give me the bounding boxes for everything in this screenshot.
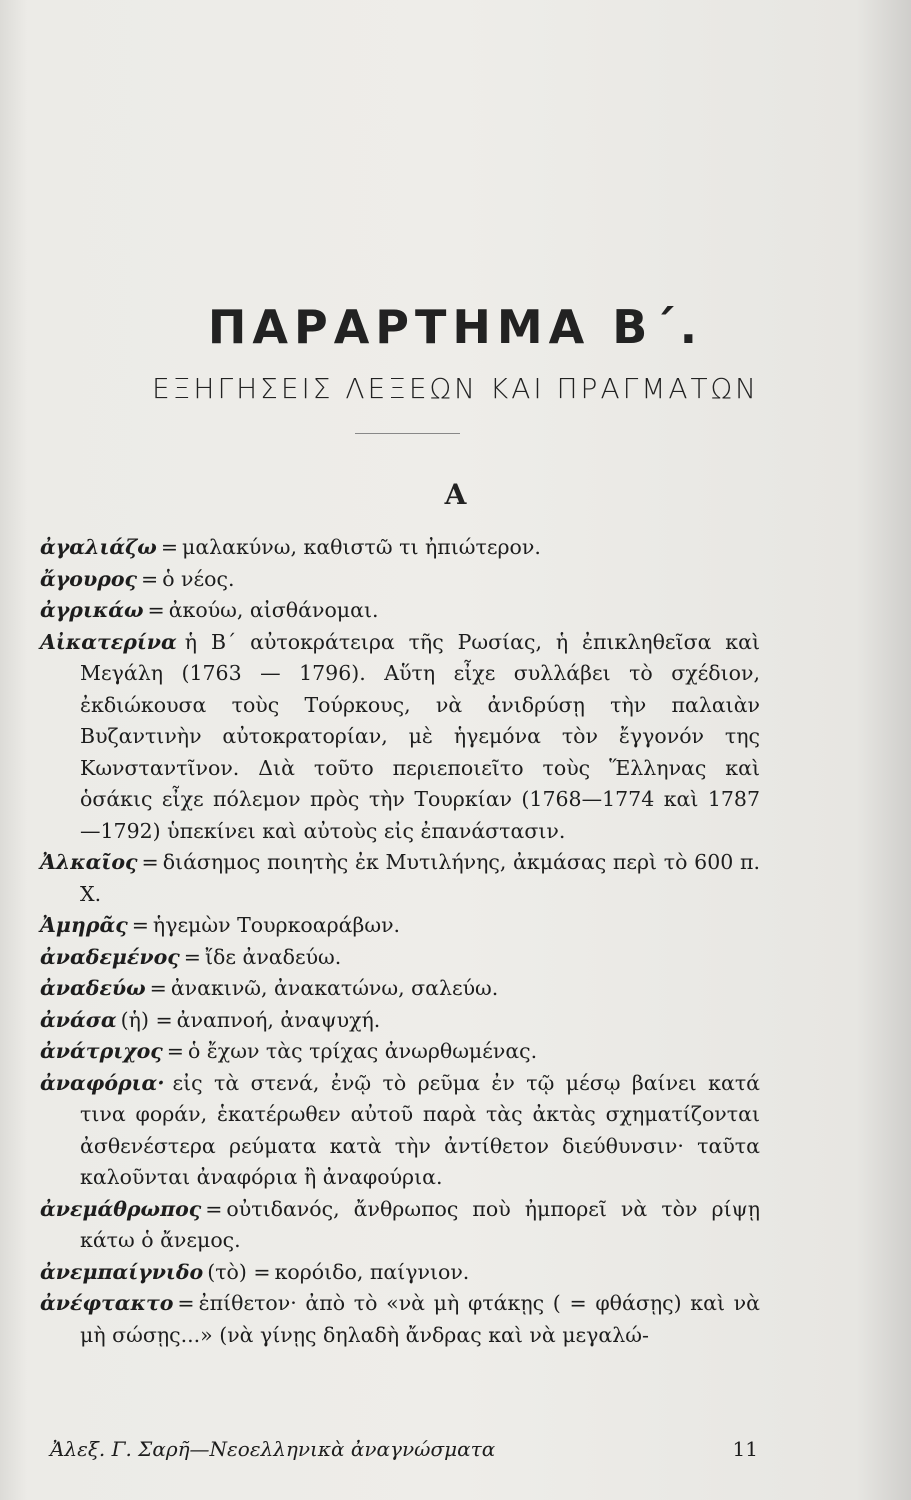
glossary-entry xyxy=(40,564,760,596)
entry-term: ἀνεμπαίγνιδο xyxy=(40,1259,204,1284)
section-subtitle: ΕΞΗΓΗΣΕΙΣ ΛΕΞΕΩΝ ΚΑΙ ΠΡΑΓΜΑΤΩΝ xyxy=(152,372,759,405)
entry-definition: ἀνακινῶ, ἀνακατώνω, σαλεύω. xyxy=(170,976,499,1000)
entry-term: ἀνεμάθρωπος xyxy=(40,1196,202,1221)
entry-separator: = xyxy=(141,566,159,591)
glossary-entry xyxy=(40,595,760,627)
entry-separator: = xyxy=(205,1196,223,1221)
entry-definition: ἴδε ἀναδεύω. xyxy=(204,944,342,969)
glossary-entry xyxy=(40,973,760,1005)
entry-separator: = xyxy=(183,944,201,969)
entry-term: ἀναδεμένος xyxy=(40,944,180,969)
entry-definition: ὁ νέος. xyxy=(162,566,235,591)
entry-term: Ἀλκαῖος xyxy=(40,850,138,874)
entry-definition: ἀκούω, αἰσθάνομαι. xyxy=(168,598,379,622)
glossary-entry xyxy=(40,910,760,942)
page-footer xyxy=(50,1437,770,1461)
glossary-entry xyxy=(40,1257,760,1289)
glossary-list xyxy=(40,532,760,1351)
entry-term: ἀνάτριχος xyxy=(40,1039,163,1063)
entry-separator: = xyxy=(177,1291,195,1315)
entry-definition: ἡγεμὼν Τουρκοαράβων. xyxy=(152,913,401,937)
entry-separator: = xyxy=(149,976,167,1000)
glossary-entry xyxy=(40,1005,760,1037)
entry-definition: ἡ Β΄ αὐτοκράτειρα τῆς Ρωσίας, ἡ ἐπικληθεῖσα καὶ Μεγάλη (1763 — 1796). Αὕτη εἶχε συλλάβει τὸ σχέδιον, ἐκδιώκουσα τοὺς Τούρκους, νὰ ἀνιδρύσῃ τὴν παλαιὰν Βυζαντινὴν αὐτοκρατορίαν, μὲ ἡγεμόνα τὸν ἔγγονόν της Κωνσταντῖνον. Διὰ τοῦτο περιεποιεῖτο τοὺς Ἕλληνας καὶ ὁσάκις εἶχε πόλεμον πρὸς τὴν Τουρκίαν (1768—1774 καὶ 1787 —1792) ὑπεκίνει καὶ αὐτοὺς εἰς ἐπανάστασιν. xyxy=(80,629,760,843)
entry-separator: = xyxy=(131,913,149,937)
entry-separator: (ἡ) = xyxy=(120,1007,173,1032)
title-divider xyxy=(355,433,460,434)
glossary-entry xyxy=(40,1288,760,1351)
entry-term: ἀναφόρια· xyxy=(40,1070,165,1095)
entry-definition: οὐτιδανός, ἄνθρωπος ποὺ ἠμπορεῖ νὰ τὸν ρίψῃ κάτω ὁ ἄνεμος. xyxy=(80,1196,760,1252)
appendix-title: ΠΑΡΑΡΤΗΜΑ Β΄. xyxy=(207,300,704,354)
entry-definition: ὁ ἔχων τὰς τρίχας ἀνωρθωμένας. xyxy=(187,1039,538,1063)
entry-term: Ἀμηρᾶς xyxy=(40,913,128,937)
glossary-entry xyxy=(40,1068,760,1194)
glossary-entry xyxy=(40,1194,760,1257)
entry-definition: ἐπίθετον· ἀπὸ τὸ «νὰ μὴ φτάκῃς ( = φθάσῃς) καὶ νὰ μὴ σώσῃς...» (νὰ γίνῃς δηλαδὴ ἄνδρας καὶ νὰ μεγαλώ- xyxy=(80,1291,760,1347)
entry-term: ἀναδεύω xyxy=(40,976,146,1000)
glossary-entry xyxy=(40,627,760,848)
entry-definition: διάσημος ποιητὴς ἐκ Μυτιλήνης, ἀκμάσας περὶ τὸ 600 π. Χ. xyxy=(80,850,760,906)
entry-separator: = xyxy=(160,535,179,559)
entry-term: Αἰκατερίνα xyxy=(40,629,177,654)
entry-definition: κορόιδο, παίγνιον. xyxy=(274,1259,470,1284)
glossary-entry xyxy=(40,847,760,910)
page-number: 11 xyxy=(732,1437,758,1461)
entry-separator: = xyxy=(147,598,165,622)
glossary-entry xyxy=(40,532,760,564)
entry-term: ἀγαλιάζω xyxy=(40,535,157,559)
entry-definition: μαλακύνω, καθιστῶ τι ἠπιώτερον. xyxy=(182,535,541,559)
entry-separator: = xyxy=(141,850,159,874)
entry-separator: = xyxy=(166,1039,184,1063)
entry-term: ἀνέφτακτο xyxy=(40,1291,174,1315)
glossary-entry xyxy=(40,1036,760,1068)
footer-source: Ἀλεξ. Γ. Σαρῆ—Νεοελληνικὰ ἀναγνώσματα xyxy=(50,1437,496,1461)
entry-term: ἀνάσα xyxy=(40,1007,117,1032)
entry-definition: εἰς τὰ στενά, ἐνῷ τὸ ρεῦμα ἐν τῷ μέσῳ βαίνει κατά τινα φοράν, ἑκατέρωθεν αὐτοῦ παρὰ τὰς ἀκτὰς σχηματίζονται ἀσθενέστερα ρεύματα κατὰ τὴν ἀντίθετον διεύθυνσιν· ταῦτα καλοῦνται ἀναφόρια ἢ ἀναφούρια. xyxy=(80,1070,760,1189)
glossary-entry xyxy=(40,942,760,974)
entry-term: ἄγουρος xyxy=(40,566,137,591)
entry-definition: ἀναπνοή, ἀναψυχή. xyxy=(176,1007,381,1032)
entry-term: ἀγρικάω xyxy=(40,598,144,622)
section-letter: Α xyxy=(444,478,467,511)
entry-separator: (τὸ) = xyxy=(207,1259,271,1284)
